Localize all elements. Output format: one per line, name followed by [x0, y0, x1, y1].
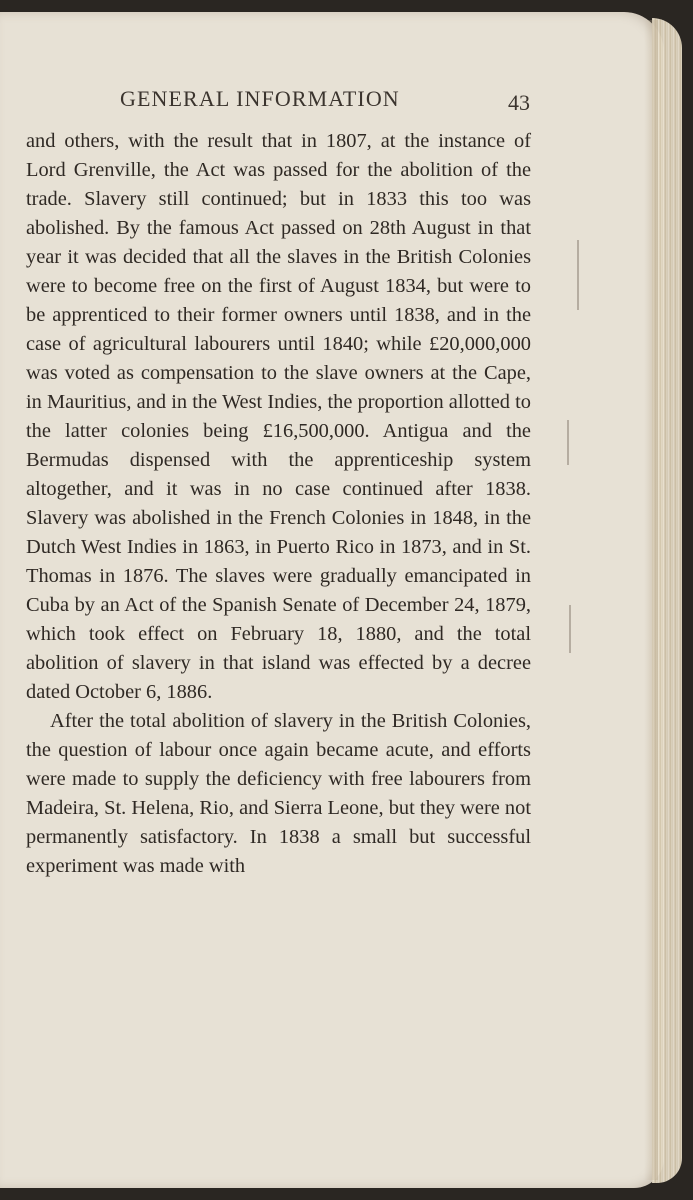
body-text	[26, 127, 531, 881]
margin-mark	[569, 605, 571, 653]
page-number: 43	[508, 90, 530, 115]
margin-mark	[567, 420, 569, 465]
body-paragraph: and others, with the result that in 1807, at the instance of Lord Grenville, the Act was passed for the abolition of the trade. Slavery still continued; but in 1833 this too was abolished. By the famous Act passed on 28th August in that year it was decided that all the slaves in the British Colonies were to become free on the first of August 1834, but were to be apprenticed to their former owners until 1838, and in the case of agricultural labourers until 1840; while £20,000,000 was voted as compensation to the slave owners at the Cape, in Mauritius, and in the West Indies, the proportion allotted to the latter colonies being £16,500,000. Antigua and the Bermudas dispensed with the apprenticeship system altogether, and it was in no case continued after 1838. Slavery was abolished in the French Colonies in 1848, in the Dutch West Indies in 1863, in Puerto Rico in 1873, and in St. Thomas in 1876. The slaves were gradually emancipated in Cuba by an Act of the Spanish Senate of December 24, 1879, which took effect on February 18, 1880, and the total abolition of slavery in that island was effected by a decree dated October 6, 1886.	[26, 130, 531, 703]
margin-mark	[577, 240, 579, 310]
page-header	[0, 86, 664, 116]
page-edge-shadow	[644, 20, 658, 1180]
running-title: GENERAL INFORMATION	[120, 86, 400, 111]
body-paragraph: After the total abolition of slavery in the British Colonies, the question of labour once again became acute, and efforts were made to supply the deficiency with free labourers from Madeira, St. Helena, Rio, and Sierra Leone, but they were not permanently satisfactory. In 1838 a small but successful experiment was made with	[26, 710, 531, 877]
